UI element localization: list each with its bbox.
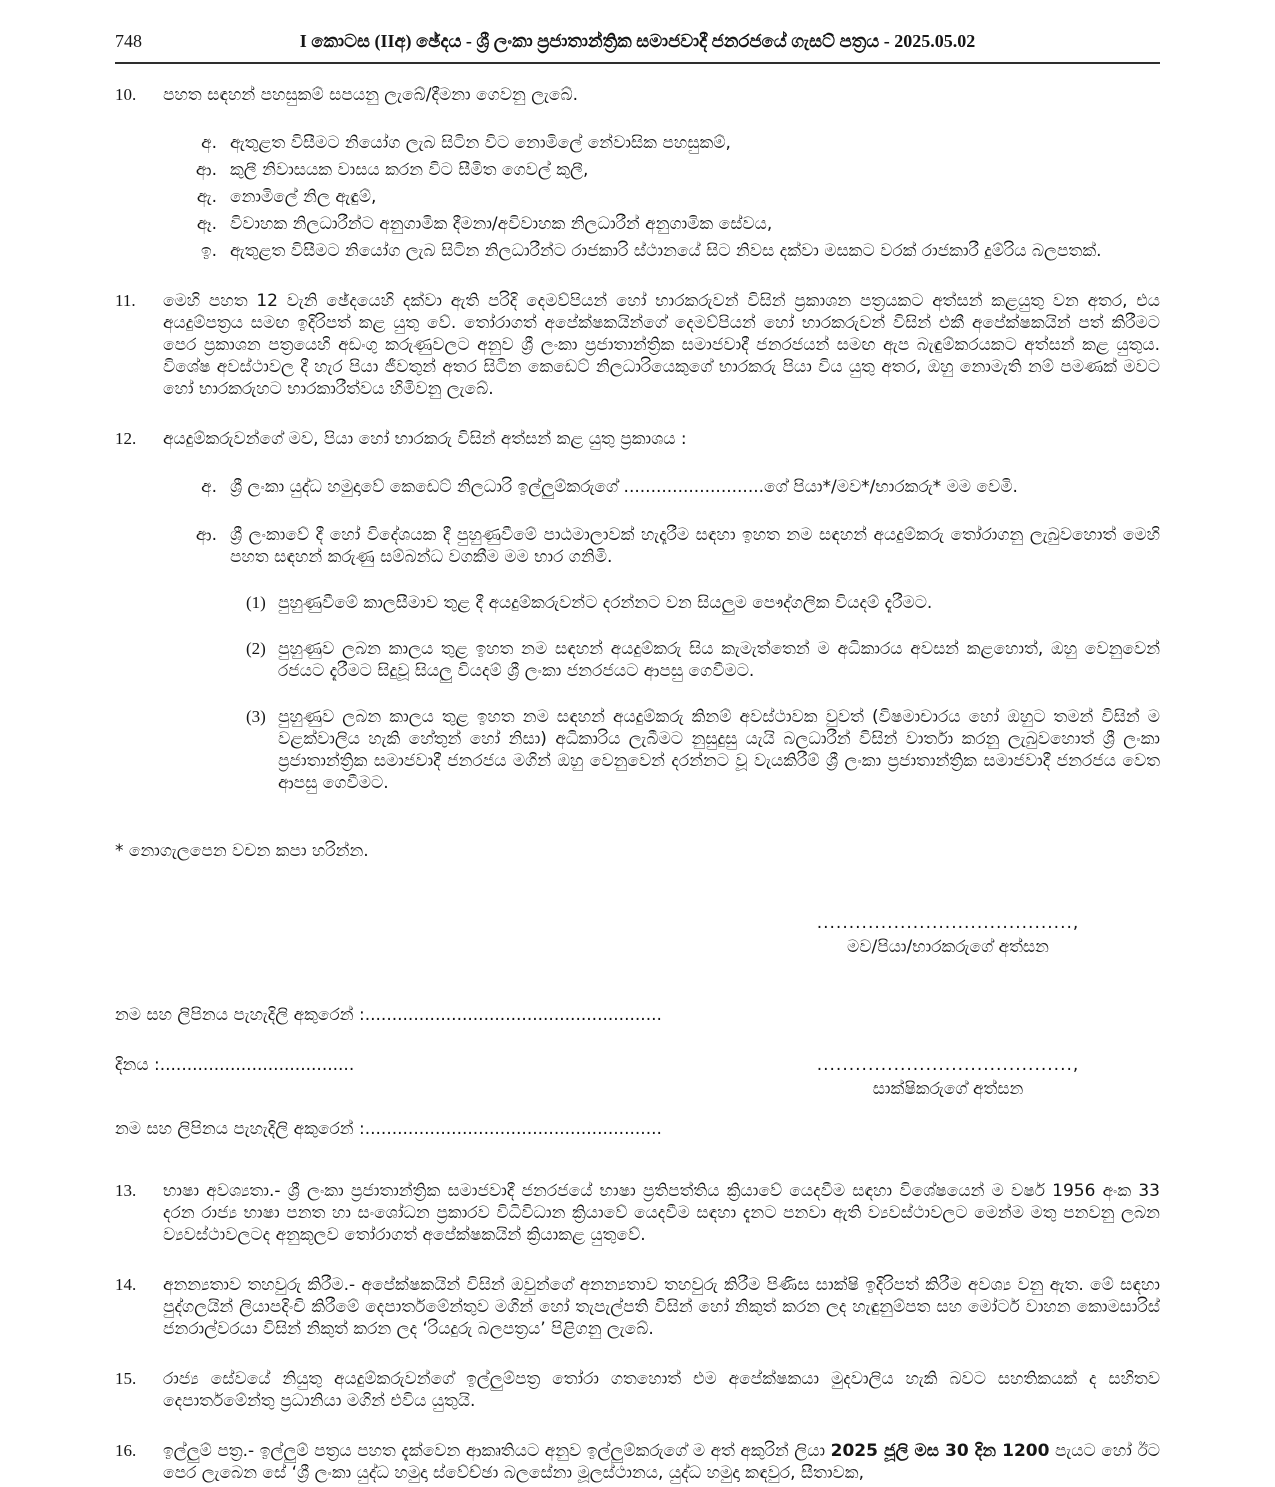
section-16-text <box>163 1440 1160 1484</box>
section-13 <box>115 1180 1160 1246</box>
numbered-item-text: පුහුණුව ලබන කාලය තුළ ඉහත නම සඳහන් අයදුම්කරු කිනම් අවස්ථාවක වුවත් (විෂමාචාරය හෝ ඔහුට තමන් විසින් ම වළක්වාලිය හැකි හේතුන් හෝ නිසා) අධිකාරිය ලැබීමට නුසුදුසු යැයි බලධාරීන් විසින් වාර්තා කරනු ලැබුවහොත් ශ්‍රී ලංකා ප්‍රජාතාන්ත්‍රික සමාජවාදී ජනරජය මගින් ඔහු වෙනුවෙන් දරන්නට වූ වැයකිරීම් ශ්‍රී ලංකා ප්‍රජාතාන්ත්‍රික සමාජවාදී ජනරජය වෙත ආපසු ගෙවීමට. <box>278 707 1160 793</box>
header-rule <box>115 62 1160 64</box>
section-16-number: 16. <box>115 1441 137 1460</box>
numbered-item <box>246 638 1160 682</box>
section-12-text: අයදුම්කරුවන්ගේ මව, පියා හෝ භාරකරු විසින් අත්සන් කළ යුතු ප්‍රකාශය : <box>163 429 687 449</box>
strike-out-note: * නොගැලපෙන වචන කපා හරින්න. <box>115 841 369 861</box>
list-item-label: ආ. <box>195 525 217 545</box>
section-12-number: 12. <box>115 429 137 448</box>
list-item-label: අ. <box>201 133 217 153</box>
list-item-label: ඇ. <box>196 187 217 207</box>
section-14 <box>115 1274 1160 1340</box>
gazette-header-title: I කොටස (IIඅ) ඡේදය - ශ්‍රී ලංකා ප්‍රජාතාන්ත්‍රික සමාජවාදී ජනරජයේ ගැසට් පත්‍රය - 2025.05.02 <box>299 31 976 51</box>
list-item-text: නොමිලේ නිල ඇඳුම්, <box>230 187 377 207</box>
declaration-b-text: ශ්‍රී ලංකාවේ දී හෝ විදේශයක දී පුහුණුවීමේ පාඨමාලාවක් හැදෑරීම සඳහා ඉහත නම සඳහන් අයදුම්කරු තෝරාගනු ලැබුවහොත් මෙහි පහත සඳහන් කරුණු සම්බන්ධ වගකීම මම භාර ගනිමි. <box>230 525 1160 567</box>
numbered-item-label: (3) <box>246 707 266 726</box>
list-item <box>185 186 1160 208</box>
list-item <box>185 476 1160 498</box>
date-witness-row <box>115 1054 1160 1100</box>
list-item-label: ඈ. <box>196 214 217 234</box>
section-11-number: 11. <box>115 291 136 310</box>
list-item <box>185 132 1160 154</box>
numbered-item-text: පුහුණුව ලබන කාලය තුළ ඉහත නම සඳහන් අයදුම්කරු සිය කැමැත්තෙන් ම අධිකාරය අවසන් කළහොත්, ඔහු වෙනුවෙන් රජයට දැරීමට සිදුවූ සියලු වියදම් ශ්‍රී ලංකා ජනරජයට ආපසු ගෙවීමට. <box>278 639 1160 681</box>
numbered-item <box>246 706 1160 794</box>
section-15 <box>115 1368 1160 1412</box>
page-header <box>115 30 1160 52</box>
numbered-item-text: පුහුණුවීමේ කාලසීමාව තුළ දී අයදුම්කරුවන්ට දරන්නට වන සියලුම පෞද්ගලික වියදම් දැරීමට. <box>278 593 933 613</box>
list-item <box>185 213 1160 235</box>
signature-dotted-line: ........................................, <box>816 913 1080 933</box>
parent-signature-block <box>808 912 1088 958</box>
list-item-label: අ. <box>201 477 217 497</box>
list-item-text: කුලී නිවාසයක වාසය කරන විට සීමිත ගෙවල් කුලී, <box>230 160 589 180</box>
declaration-b <box>230 524 1160 794</box>
section-16-deadline: 2025 ජූලි මස 30 දින 1200 <box>830 1441 1050 1461</box>
section-15-text: රාජ්‍ය සේවයේ නියුතු අයදුම්කරුවන්ගේ ඉල්ලුම්පත්‍ර තෝරා ගතහොත් එම අපේක්ෂකයා මුදවාලිය හැකි බවට සහතිකයක් ද සහිතව දෙපාර්තමේන්තු ප්‍රධානියා මගින් එවිය යුතුයි. <box>163 1369 1160 1411</box>
list-item-text: ඇතුළත විසීමට නියෝග ලැබ සිටින විට නොමිලේ නේවාසික පහසුකම්, <box>230 133 731 153</box>
witness-signature-block <box>808 1054 1088 1100</box>
list-item-text: ඇතුළත විසීමට නියෝග ලැබ සිටින නිලධාරීන්ට රාජකාරි ස්ථානයේ සිට නිවස දක්වා මසකට වරක් රාජකාරී දුම්රිය බලපතක්. <box>230 241 1102 261</box>
section-16-text-post: පැයට හෝ ඊට පෙර ලැබෙන සේ ‘ශ්‍රී ලංකා යුද්ධ හමුදා ස්වේච්ඡා බලසේනා මූලස්ථානය, යුද්ධ හමුදා කඳවුර, සීතාවක, <box>163 1441 1161 1483</box>
name-address-line-1: නම සහ ලිපිනය පැහැදිලි අකුරෙන් :....................................................... <box>115 1005 662 1025</box>
section-16 <box>115 1440 1160 1484</box>
witness-signature-label: සාක්ෂිකරුගේ අත්සන <box>872 1079 1024 1099</box>
numbered-item <box>246 592 1160 614</box>
declaration-a-text: ශ්‍රී ලංකා යුද්ධ හමුදාවේ කෙඩෙට් නිලධාරි ඉල්ලුම්කරුගේ ..........................ගේ පියා*/මව*/භාරකරු* මම වෙමි. <box>230 477 1018 497</box>
section-13-text: භාෂා අවශ්‍යතා.- ශ්‍රී ලංකා ප්‍රජාතාන්ත්‍රික සමාජවාදී ජනරජයේ භාෂා ප්‍රතිපත්තිය ක්‍රියාවේ යෙදවීම සඳහා විශේෂයෙන් ම වර්ෂ 1956 අංක 33 දරන රාජ්‍ය භාෂා පනත හා සංශෝධන ප්‍රකාරව විධිවිධාන ක්‍රියාවේ යෙදවීම සඳහා දැනට පනවා ඇති ව්‍යවස්ථාවලට මෙන්ම මතු පනවනු ලබන ව්‍යවස්ථාවලටද අනුකූලව තෝරාගත් අපේක්ෂකයින් ක්‍රියාකළ යුතුවේ. <box>163 1181 1160 1245</box>
name-address-line-2: නම සහ ලිපිනය පැහැදිලි අකුරෙන් :....................................................... <box>115 1119 662 1139</box>
section-10-text: පහත සඳහන් පහසුකම් සපයනු ලැබේ/දීමනා ගෙවනු ලැබේ. <box>163 85 579 105</box>
section-12 <box>115 428 1160 450</box>
numbered-item-label: (2) <box>246 639 266 658</box>
list-item <box>185 159 1160 181</box>
list-item <box>185 524 1160 794</box>
parent-signature-label: මව/පියා/භාරකරුගේ අත්සන <box>847 937 1049 957</box>
section-11 <box>115 290 1160 400</box>
numbered-item-label: (1) <box>246 593 266 612</box>
list-item-label: ඉ. <box>200 241 217 261</box>
section-11-text: මෙහි පහත 12 වැනි ඡේදයෙහි දක්වා ඇති පරිදි දෙමව්පියන් හෝ භාරකරුවන් විසින් ප්‍රකාශන පත්‍රයකට අත්සන් කළයුතු වන අතර, එය අයදුම්පත්‍රය සමඟ ඉදිරිපත් කළ යුතු වේ. තෝරාගත් අපේක්ෂකයින්ගේ දෙමව්පියන් හෝ භාරකරුවන් විසින් එකී අපේක්ෂකයින් පත් කිරීමට පෙර ප්‍රකාශන පත්‍රයෙහි අඩංගු කරුණුවලට අනුව ශ්‍රී ලංකා ප්‍රජාතාන්ත්‍රික සමාජවාදී ජනරජයන් සමඟ ඇප බැඳුම්කරයකට අත්සන් කළ යුතුය. විශේෂ අවස්ථාවල දී හැර පියා ජීවතුන් අතර සිටින කෙඩෙට් නිලධාරියෙකුගේ භාරකරු පියා විය යුතු අතර, ඔහු නොමැති නම් පමණක් මවට හෝ භාරකරුහට භාරකාරීත්වය හිමිවනු ලැබේ. <box>163 291 1160 399</box>
section-10 <box>115 84 1160 106</box>
section-12-list <box>185 476 1160 794</box>
signature-dotted-line: ........................................, <box>816 1055 1080 1075</box>
section-14-number: 14. <box>115 1275 137 1294</box>
section-14-text: අනන්‍යතාව තහවුරු කිරීම.- අපේක්ෂකයින් විසින් ඔවුන්ගේ අනන්‍යතාව තහවුරු කිරීම පිණිස සාක්ෂි ඉදිරිපත් කිරීම අවශ්‍ය වනු ඇත. මේ සඳහා පුද්ගලයින් ලියාපදිංචි කිරීමේ දෙපාර්තමේන්තුව මගින් හෝ තැපැල්පති විසින් හෝ නිකුත් කරන ලද හැඳුනුම්පත සහ මෝටර් වාහන කොමසාරිස් ජනරාල්වරයා විසින් නිකුත් කරන ලද ‘රියදුරු බලපත්‍රය’ පිළිගනු ලැබේ. <box>163 1275 1160 1339</box>
section-16-text-pre: ඉල්ලුම් පත්‍ර.- ඉල්ලුම් පත්‍රය පහත දැක්වෙන ආකෘතියට අනුව ඉල්ලුම්කරුගේ ම අත් අකුරින් ලියා <box>163 1441 831 1461</box>
list-item <box>185 240 1160 262</box>
section-13-number: 13. <box>115 1181 137 1200</box>
list-item-text: විවාහක නිලධාරීන්ට අනුගාමික දීමනා/අවිවාහක නිලධාරීන් අනුගාමික සේවය, <box>230 214 773 234</box>
section-10-number: 10. <box>115 85 137 104</box>
list-item-label: ආ. <box>195 160 217 180</box>
section-15-number: 15. <box>115 1369 137 1388</box>
date-line: දිනය :.................................... <box>115 1055 355 1075</box>
section-10-list <box>185 132 1160 262</box>
page-number: 748 <box>115 31 142 51</box>
